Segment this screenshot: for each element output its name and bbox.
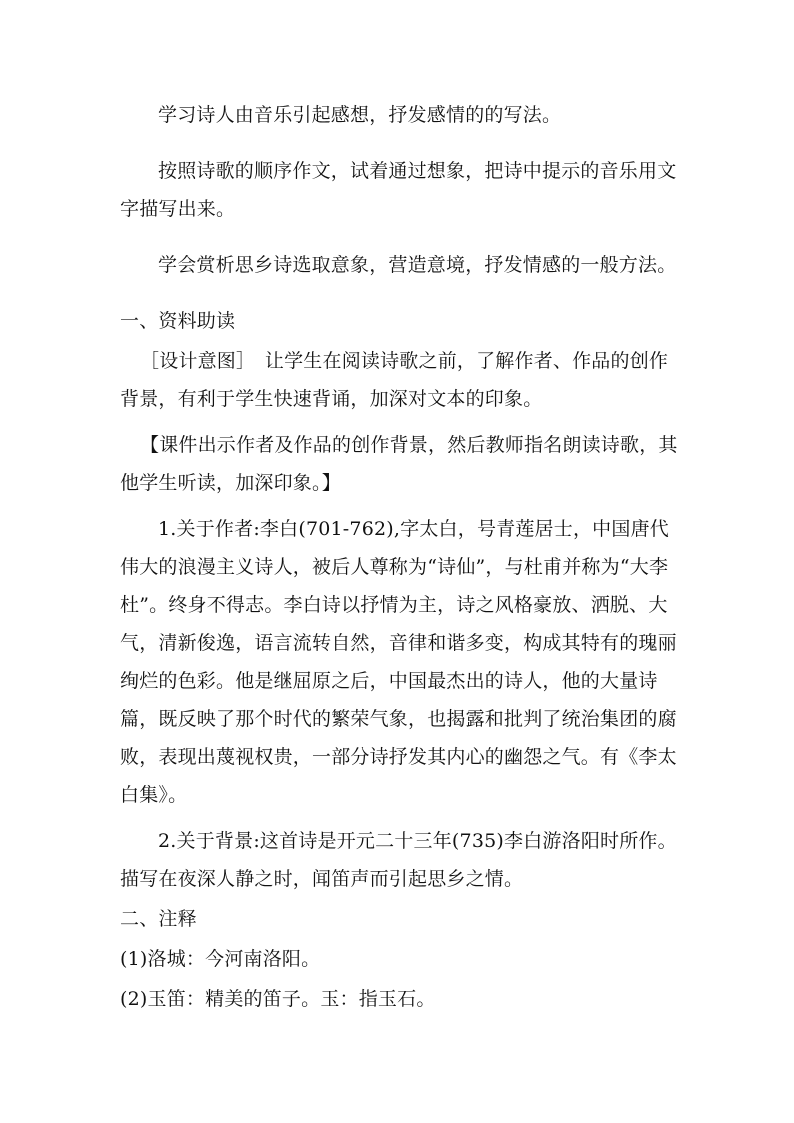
objective-paragraph-2: 按照诗歌的顺序作文，试着通过想象，把诗中提示的音乐用文字描写出来。 xyxy=(120,160,677,220)
courseware-note: 【课件出示作者及作品的创作背景，然后教师指名朗读诗歌，其他学生听读，加深印象。】 xyxy=(120,434,678,494)
section-1-title: 一、资料助读 xyxy=(120,310,236,332)
about-background-paragraph: 2.关于背景:这首诗是开元二十三年(735)李白游洛阳时所作。描写在夜深人静之时，闻笛声而引起思乡之情。 xyxy=(120,830,677,890)
section-2-title: 二、注释 xyxy=(120,908,197,930)
note-item: (2)玉笛：精美的笛子。玉：指玉石。 xyxy=(120,988,436,1010)
document-body xyxy=(120,96,686,1018)
objective-paragraph-3: 学会赏析思乡诗选取意象，营造意境，抒发情感的一般方法。 xyxy=(158,254,677,276)
design-intent-paragraph: ［设计意图］ 让学生在阅读诗歌之前，了解作者、作品的创作背景，有利于学生快速背诵，加深对文本的印象。 xyxy=(120,350,669,410)
about-author-paragraph: 1.关于作者:李白(701-762),字太白，号青莲居士，中国唐代伟大的浪漫主义诗人，被后人尊称为“诗仙”，与杜甫并称为“大李杜”。终身不得志。李白诗以抒情为主，诗之风格豪放、洒脱、大气，清新俊逸，语言流转自然，音律和谐多变，构成其特有的瑰丽绚烂的色彩。他是继屈原之后，中国最杰出的诗人，他的大量诗篇，既反映了那个时代的繁荣气象，也揭露和批判了统治集团的腐败，表现出蔑视权贵，一部分诗抒发其内心的幽怨之气。有《李太白集》。 xyxy=(120,518,677,806)
note-item: (1)洛城：今河南洛阳。 xyxy=(120,948,321,970)
objective-paragraph-1: 学习诗人由音乐引起感想，抒发感情的的写法。 xyxy=(158,104,562,126)
